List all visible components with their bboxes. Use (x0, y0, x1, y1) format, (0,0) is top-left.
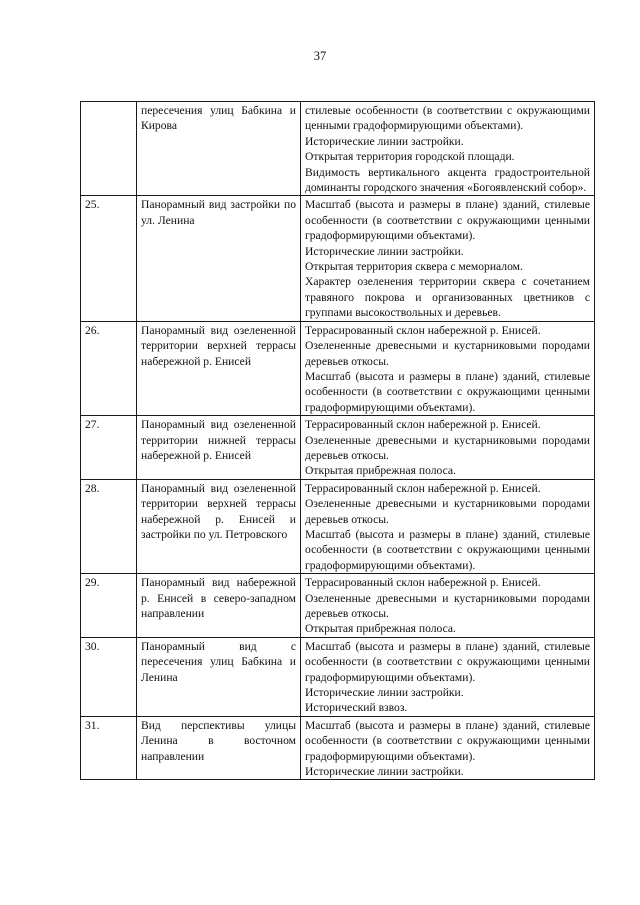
feature-item: Озелененные древесными и кустарниковыми породами деревьев откосы. (305, 497, 590, 526)
feature-item: Террасированный склон набережной р. Енисей. (305, 323, 541, 337)
feature-item: Масштаб (высота и размеры в плане) зданий, стилевые особенности (в соответствии с окружающими ценными градоформирующими объектами). (305, 198, 590, 243)
feature-item: Исторические линии застройки. (305, 686, 464, 700)
view-name: пересечения улиц Бабкина и Кирова (141, 104, 296, 133)
protected-features-cell (301, 321, 595, 415)
feature-item: Исторические линии застройки. (305, 765, 464, 779)
feature-item: Масштаб (высота и размеры в плане) зданий, стилевые особенности (в соответствии с окружающими ценными градоформирующими объектами). (305, 369, 590, 414)
feature-item: Озелененные древесными и кустарниковыми породами деревьев откосы. (305, 591, 590, 620)
row-number: 29. (81, 574, 137, 638)
table-row (81, 574, 595, 638)
table-row (81, 637, 595, 716)
view-name-cell (137, 416, 301, 480)
feature-item: Характер озеленения территории сквера с сочетанием травяного покрова и организованных цветников с группами высокоствольных и деревьев. (305, 275, 590, 320)
view-name-cell (137, 637, 301, 716)
feature-item: Открытая прибрежная полоса. (305, 622, 456, 636)
view-name: Панорамный вид озелененной территории нижней террасы набережной р. Енисей (141, 418, 296, 462)
view-name-cell (137, 574, 301, 638)
feature-item: Террасированный склон набережной р. Енисей. (305, 418, 541, 432)
view-name-cell (137, 321, 301, 415)
protected-features-cell (301, 196, 595, 321)
feature-item: Масштаб (высота и размеры в плане) зданий, стилевые особенности (в соответствии с окружающими ценными градоформирующими объектами). (305, 527, 590, 572)
protected-features-cell (301, 574, 595, 638)
protected-features-cell (301, 479, 595, 573)
view-name: Панорамный вид озелененной территории верхней террасы набережной р. Енисей и застройки по ул. Петровского (141, 481, 296, 541)
view-name: Панорамный вид с пересечения улиц Бабкина и Ленина (141, 639, 296, 684)
feature-item: Открытая территория городской площади. (305, 150, 515, 164)
feature-item: Исторические линии застройки. (305, 244, 464, 258)
view-name-cell (137, 716, 301, 780)
feature-item: Открытая территория сквера с мемориалом. (305, 260, 523, 274)
feature-item: Террасированный склон набережной р. Енисей. (305, 481, 541, 495)
row-number (81, 102, 137, 196)
table-row (81, 321, 595, 415)
view-name: Панорамный вид набережной р. Енисей в северо-западном направлении (141, 576, 296, 620)
view-name: Панорамный вид застройки по ул. Ленина (141, 198, 296, 227)
feature-item: Масштаб (высота и размеры в плане) зданий, стилевые особенности (в соответствии с окружающими ценными градоформирующими объектами). (305, 639, 590, 684)
row-number: 25. (81, 196, 137, 321)
feature-item: Масштаб (высота и размеры в плане) зданий, стилевые особенности (в соответствии с окружающими ценными градоформирующими объектами). (305, 718, 590, 763)
feature-item: Террасированный склон набережной р. Енисей. (305, 576, 541, 590)
table-row (81, 416, 595, 480)
row-number: 28. (81, 479, 137, 573)
protected-features-cell (301, 416, 595, 480)
feature-item: Озелененные древесными и кустарниковыми породами деревьев откосы. (305, 433, 590, 462)
table-row (81, 479, 595, 573)
row-number: 27. (81, 416, 137, 480)
view-name: Панорамный вид озелененной территории верхней террасы набережной р. Енисей (141, 323, 296, 368)
view-name: Вид перспективы улицы Ленина в восточном направлении (141, 718, 296, 763)
row-number: 26. (81, 321, 137, 415)
feature-item: Исторический взвоз. (305, 701, 408, 715)
feature-item: стилевые особенности (в соответствии с окружающими ценными градоформирующими объектами). (305, 104, 590, 133)
view-name-cell (137, 102, 301, 196)
table-row (81, 196, 595, 321)
view-name-cell (137, 196, 301, 321)
protected-features-cell (301, 102, 595, 196)
table-row (81, 716, 595, 780)
table-row (81, 102, 595, 196)
row-number: 31. (81, 716, 137, 780)
protected-features-cell (301, 716, 595, 780)
feature-item: Исторические линии застройки. (305, 134, 464, 148)
row-number: 30. (81, 637, 137, 716)
feature-item: Видимость вертикального акцента градостроительной доминанты городского значения «Богоявленский собор». (305, 165, 590, 195)
view-points-table (80, 101, 595, 780)
protected-features-cell (301, 637, 595, 716)
page-number: 37 (313, 49, 327, 63)
view-name-cell (137, 479, 301, 573)
feature-item: Открытая прибрежная полоса. (305, 464, 456, 478)
feature-item: Озелененные древесными и кустарниковыми породами деревьев откосы. (305, 339, 590, 368)
